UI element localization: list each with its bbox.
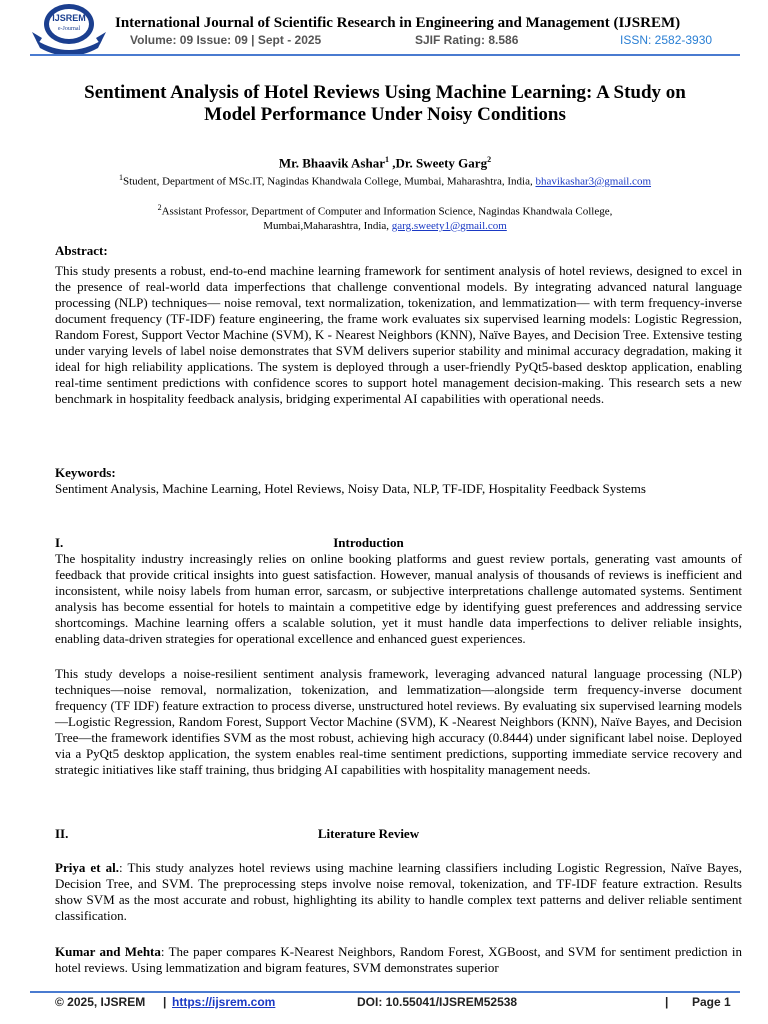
abstract-text: This study presents a robust, end-to-end machine learning framework for sentiment analysis of hotel reviews, designed to excel in the presence of real-world data imperfections that challenge conventional models. By integrating advanced natural language processing (NLP) techniques— noise removal, text normalization, tokenization, and lemmatization— with term frequency-inverse document frequency (TF-IDF) feature engineering, the frame work evaluates six supervised learning models: Logistic Regression, Random Forest, Support Vector Machine (SVM), K - Nearest Neighbors (KNN), Naïve Bayes, and Decision Tree. Extensive testing under varying levels of label noise demonstrates that SVM delivers superior stability and minimal accuracy degradation, making it ideal for high reliability applications. The system is deployed through a user-friendly PyQt5-based desktop application, enabling real-time sentiment predictions with confidence scores to support hotel management decision-making. This research sets a new benchmark in hospitality feedback analysis, bridging experimental AI capabilities with operational needs. <box>55 263 742 406</box>
author2-email-link[interactable]: garg.sweety1@gmail.com <box>391 219 507 232</box>
svg-text:IJSREM: IJSREM <box>52 13 86 23</box>
intro-paragraph-2: This study develops a noise-resilient sentiment analysis framework, leveraging advanced natural language processing (NLP) techniques—noise removal, normalization, tokenization, and lemmatization—alongside term frequency-inverse document frequency (TF IDF) feature extraction to process diverse, unstructured hotel reviews. By evaluating six supervised learning models—Logistic Regression, Random Forest, Support Vector Machine (SVM), K -Nearest Neighbors (KNN), Naïve Bayes, and Decision Tree—the framework identifies SVM as the most robust, achieving high accuracy (0.8444) under significant label noise. Deployed via a PyQt5 desktop application, the system enables real-time sentiment predictions, supporting immediate service recovery and strategic initiatives like staff training, thus bridging AI capabilities with hospitality management needs. <box>55 666 742 777</box>
authors: Mr. Bhaavik Ashar$^1$ ,Dr. Sweety Garg$^2$ <box>278 155 492 171</box>
paper-title: Sentiment Analysis of Hotel Reviews Using Machine Learning: A Study on Model Performance Under Noisy Conditions <box>84 82 686 125</box>
journal-header <box>30 0 750 56</box>
affiliation-1: $^1$Student, Department of MSc.IT, Nagindas Khandwala College, Mumbai, Maharashtra, India, bhavikashar3@gmail.com <box>118 173 652 188</box>
ijsrem-logo <box>30 2 108 56</box>
header-divider <box>30 54 740 56</box>
author1-email-link[interactable]: bhavikashar3@gmail.com <box>535 175 652 188</box>
affiliation-2: $^2$Assistant Professor, Department of Computer and Information Science, Nagindas Khandwala College, Mumbai,Maharashtra, India, garg.sweety1@gmail.com <box>157 203 613 232</box>
doi: DOI: 10.55041/IJSREM52538 <box>357 995 518 1009</box>
copyright: © 2025, IJSREM <box>55 995 146 1009</box>
svg-text:e-Journal: e-Journal <box>57 26 81 32</box>
volume-info: Volume: 09 Issue: 09 | Sept - 2025 <box>130 33 322 47</box>
journal-url-link[interactable]: https://ijsrem.com <box>172 995 276 1009</box>
sjif-rating: SJIF Rating: 8.586 <box>415 33 519 47</box>
lit-paragraph-priya: Priya et al.: This study analyzes hotel reviews using machine learning classifiers including Logistic Regression, Naïve Bayes, Decision Tree, and SVM. The preprocessing steps involve noise removal, tokenization, and TF-IDF feature extraction. Results show SVM as the most accurate and robust, highlighting its ability to handle complex text patterns and deliver reliable sentiment classification. <box>55 860 742 923</box>
abstract-heading: Abstract: <box>55 243 108 258</box>
footer-separator: | <box>163 995 167 1009</box>
footer-divider <box>30 991 740 993</box>
issn: ISSN: 2582-3930 <box>620 33 713 47</box>
page-number: Page 1 <box>692 995 731 1009</box>
footer-separator: | <box>665 995 669 1009</box>
journal-title: International Journal of Scientific Research in Engineering and Management (IJSREM) <box>115 15 681 31</box>
keywords-heading: Keywords: <box>55 465 116 480</box>
intro-paragraph-1: The hospitality industry increasingly relies on online booking platforms and guest review portals, generating vast amounts of feedback that provide critical insights into guest satisfaction. However, manual analysis of thousands of reviews is inefficient and inconsistent, while noisy labels from human error, sarcasm, or subjective interpretations challenge automated systems. Sentiment analysis has become essential for hotels to maintain a competitive edge by identifying guest preferences and addressing service shortcomings. Machine learning offers a scalable solution, yet it must handle data imperfections to deliver reliable insights, enabling data-driven strategies for operational excellence and enhanced guest experiences. <box>55 551 742 646</box>
keywords-text: Sentiment Analysis, Machine Learning, Hotel Reviews, Noisy Data, NLP, TF-IDF, Hospitality Feedback Systems <box>55 481 646 496</box>
lit-paragraph-kumar: Kumar and Mehta: The paper compares K-Nearest Neighbors, Random Forest, XGBoost, and SVM for sentiment prediction in hotel reviews. Using lemmatization and bigram features, SVM demonstrates superior <box>55 944 742 975</box>
